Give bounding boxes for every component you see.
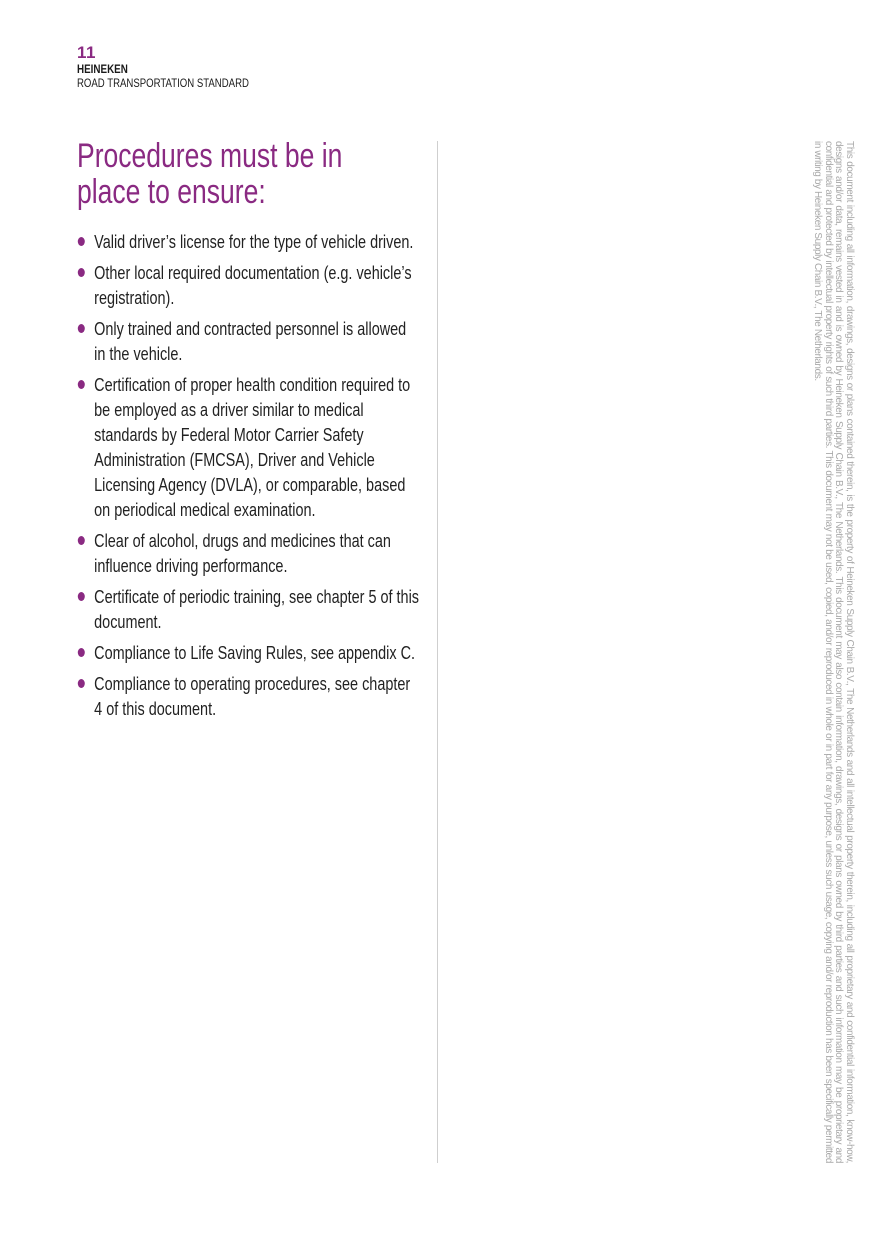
list-item: [77, 229, 420, 254]
page-number: 11: [77, 43, 96, 62]
list-item-text: Only trained and contracted personnel is allowed in the vehicle.: [94, 318, 407, 364]
bullet-icon: [78, 237, 85, 246]
requirements-list: [77, 229, 420, 727]
page-header: [77, 44, 292, 90]
list-item-text: Certificate of periodic training, see chapter 5 of this document.: [94, 586, 420, 632]
document-title: ROAD TRANSPORTATION STANDARD: [77, 76, 249, 90]
list-item-text: Clear of alcohol, drugs and medicines that can influence driving performance.: [94, 530, 391, 576]
bullet-icon: [78, 324, 85, 333]
section-heading: Procedures must be in place to ensure:: [77, 137, 343, 211]
list-item-text: Compliance to Life Saving Rules, see appendix C.: [94, 642, 416, 663]
list-item: [77, 584, 420, 634]
list-item-text: Valid driver’s license for the type of vehicle driven.: [94, 231, 414, 252]
bullet-icon: [78, 380, 85, 389]
bullet-icon: [78, 268, 85, 277]
list-item: [77, 316, 420, 366]
list-item: [77, 372, 420, 522]
brand-name: HEINEKEN: [77, 62, 128, 76]
list-item: [77, 260, 420, 310]
column-divider: [437, 141, 438, 1163]
bullet-icon: [78, 536, 85, 545]
list-item-text: Other local required documentation (e.g. vehicle’s registration).: [94, 262, 412, 308]
list-item: [77, 640, 420, 665]
bullet-icon: [78, 592, 85, 601]
disclaimer-text: This document including all information, drawings, designs or plans contained therein, is the property of Heineken Supply Chain B.V., The Netherlands and all intellectual property therein, including all proprietary and confidential information, know-how, designs and/or data, remains vested in and is owned by Heineken Supply Chain B.V., The Netherlands. This document may also contain information, drawings, designs or plans owned by third parties and such information may be proprietary and confidential and protected by intellectual property rights of such third parties. This document may not be used, copied, and/or reproduced in whole or in part for any purpose, unless such usage, copying and/or reproduction has been specifically permitted in writing by Heineken Supply Chain B.V., The Netherlands.: [812, 141, 855, 1163]
legal-disclaimer: [812, 141, 855, 1163]
list-item-text: Certification of proper health condition required to be employed as a driver similar to medical standards by Federal Motor Carrier Safety Administration (FMCSA), Driver and Vehicle Licensing Agency (DVLA), or comparable, based on periodical medical examination.: [94, 374, 411, 520]
bullet-icon: [78, 679, 85, 688]
list-item: [77, 671, 420, 721]
bullet-icon: [78, 648, 85, 657]
list-item: [77, 528, 420, 578]
list-item-text: Compliance to operating procedures, see chapter 4 of this document.: [94, 673, 411, 719]
